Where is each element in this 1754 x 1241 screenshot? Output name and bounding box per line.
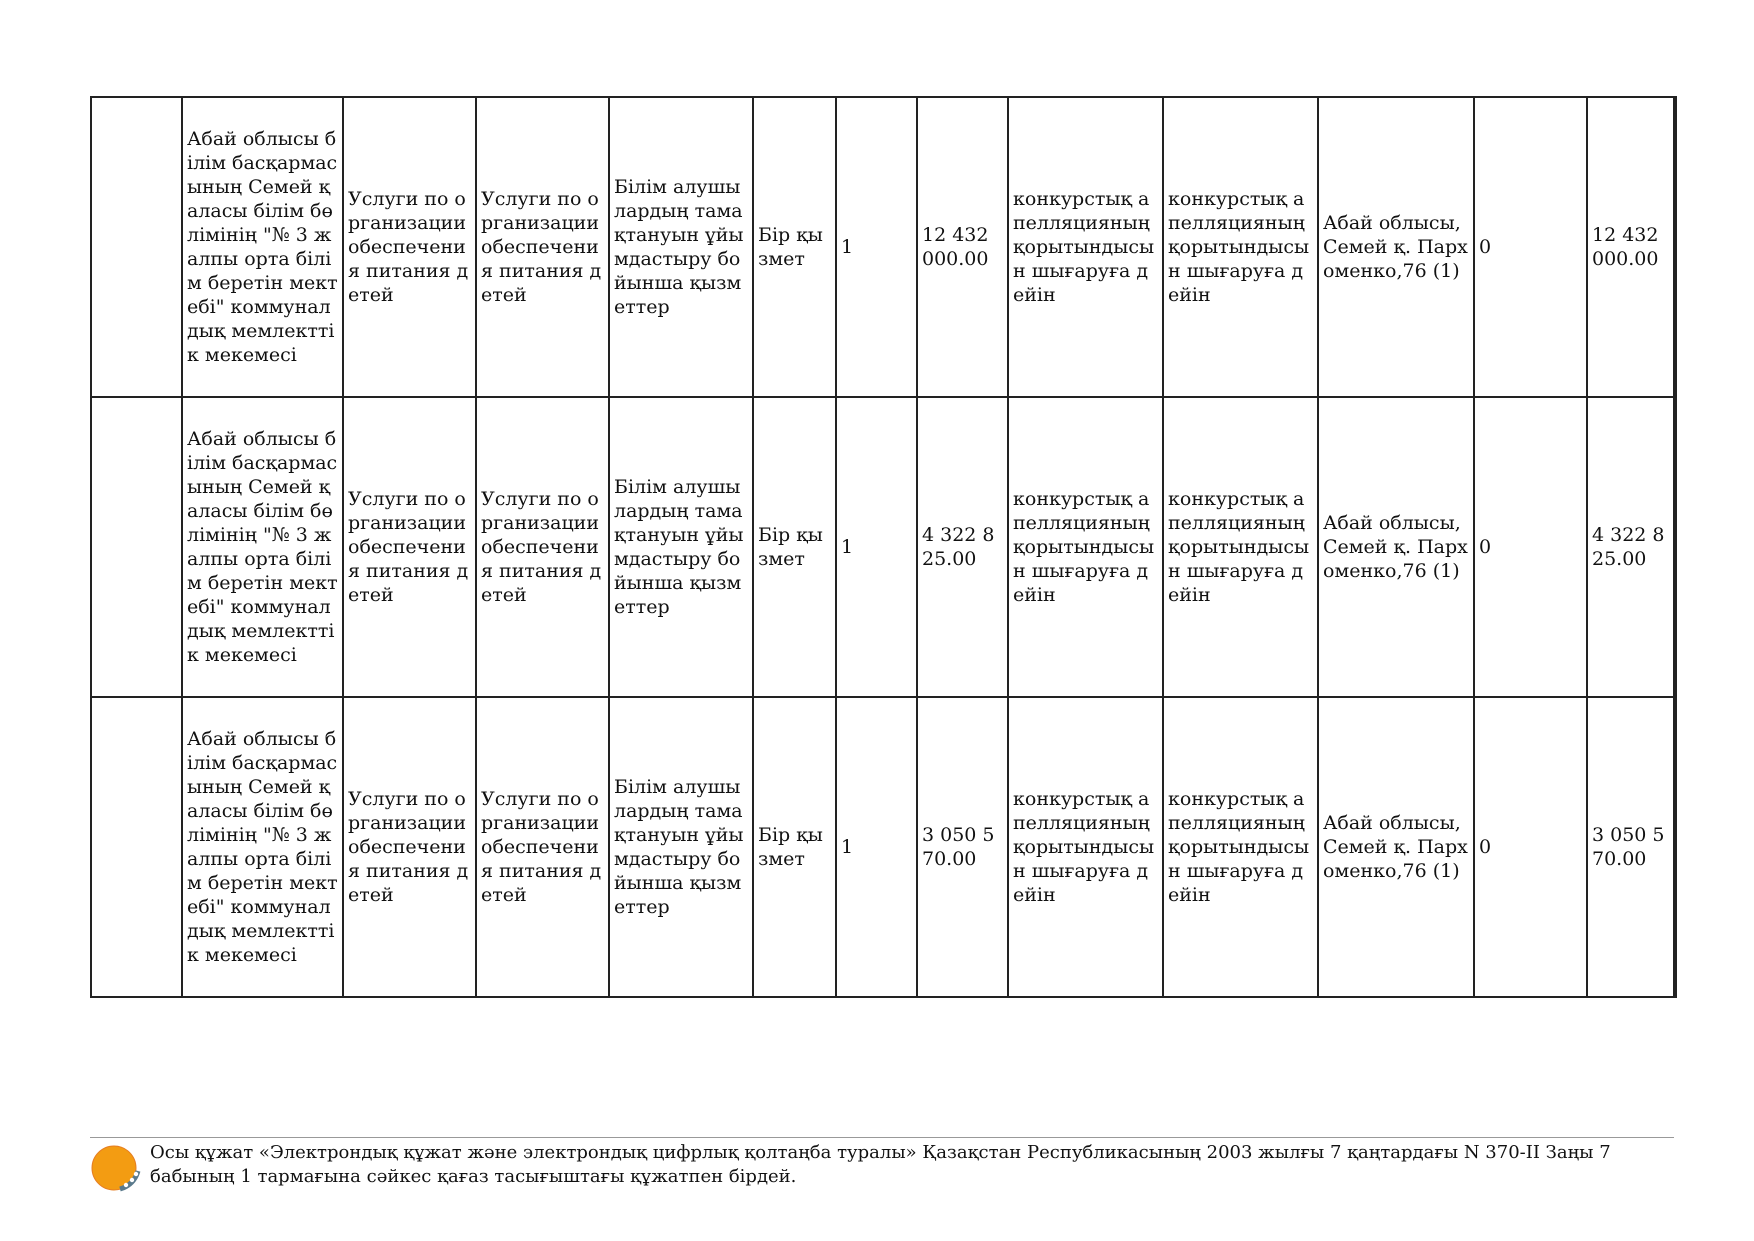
cell-delivery-place: Абай облысы, Семей қ. Пархоменко,76 (1) <box>1318 397 1474 697</box>
cell-customer: Абай облысы білім басқармасының Семей қаласы білім бөлімінің "№ 3 жалпы орта білім беретін мектебі" коммуналдық мемлекттік мекемесі <box>182 697 343 997</box>
table-row <box>91 397 1675 697</box>
cell-description-kz: Білім алушылардың тамақтануын ұйымдастыру бойынша қызметтер <box>609 397 753 697</box>
cell-number <box>91 97 182 397</box>
egov-logo-icon <box>90 1141 142 1193</box>
cell-delivery-place: Абай облысы, Семей қ. Пархоменко,76 (1) <box>1318 697 1474 997</box>
cell-delivery-term: конкурстық апелляцияның қорытындысын шығаруға дейін <box>1008 697 1163 997</box>
cell-description-ru: Услуги по организации обеспечения питания детей <box>476 97 609 397</box>
cell-price: 3 050 570.00 <box>917 697 1008 997</box>
footer-legal-text: Осы құжат «Электрондық құжат және электрондық цифрлық қолтаңба туралы» Қазақстан Республикасының 2003 жылғы 7 қаңтардағы N 370-II Заңы 7 бабының 1 тармағына сәйкес қағаз тасығыштағы құжатпен бірдей. <box>150 1142 1611 1187</box>
cell-number <box>91 697 182 997</box>
cell-delivery-term: конкурстық апелляцияның қорытындысын шығаруға дейін <box>1008 97 1163 397</box>
cell-description-kz: Білім алушылардың тамақтануын ұйымдастыру бойынша қызметтер <box>609 697 753 997</box>
footer <box>90 1141 1674 1193</box>
cell-name-ru: Услуги по организации обеспечения питания детей <box>343 97 476 397</box>
cell-contract-term: конкурстық апелляцияның қорытындысын шығаруға дейін <box>1163 97 1318 397</box>
table-row <box>91 697 1675 997</box>
cell-amount: 3 050 570.00 <box>1587 697 1675 997</box>
table-row <box>91 97 1675 397</box>
cell-number <box>91 397 182 697</box>
table-body <box>91 97 1675 997</box>
cell-customer: Абай облысы білім басқармасының Семей қаласы білім бөлімінің "№ 3 жалпы орта білім беретін мектебі" коммуналдық мемлекттік мекемесі <box>182 397 343 697</box>
cell-delivery-term: конкурстық апелляцияның қорытындысын шығаруға дейін <box>1008 397 1163 697</box>
cell-customer: Абай облысы білім басқармасының Семей қаласы білім бөлімінің "№ 3 жалпы орта білім беретін мектебі" коммуналдық мемлекттік мекемесі <box>182 97 343 397</box>
cell-contract-term: конкурстық апелляцияның қорытындысын шығаруға дейін <box>1163 697 1318 997</box>
cell-description-ru: Услуги по организации обеспечения питания детей <box>476 397 609 697</box>
cell-amount: 12 432 000.00 <box>1587 97 1675 397</box>
cell-name-ru: Услуги по организации обеспечения питания детей <box>343 697 476 997</box>
cell-price: 12 432 000.00 <box>917 97 1008 397</box>
cell-amount: 4 322 825.00 <box>1587 397 1675 697</box>
cell-unit: Бір қызмет <box>753 97 836 397</box>
cell-description-kz: Білім алушылардың тамақтануын ұйымдастыру бойынша қызметтер <box>609 97 753 397</box>
cell-advance: 0 <box>1474 697 1587 997</box>
footer-divider <box>90 1137 1674 1138</box>
cell-quantity: 1 <box>836 697 917 997</box>
cell-description-ru: Услуги по организации обеспечения питания детей <box>476 697 609 997</box>
cell-unit: Бір қызмет <box>753 397 836 697</box>
cell-advance: 0 <box>1474 97 1587 397</box>
cell-quantity: 1 <box>836 397 917 697</box>
cell-delivery-place: Абай облысы, Семей қ. Пархоменко,76 (1) <box>1318 97 1474 397</box>
cell-quantity: 1 <box>836 97 917 397</box>
cell-price: 4 322 825.00 <box>917 397 1008 697</box>
cell-advance: 0 <box>1474 397 1587 697</box>
cell-unit: Бір қызмет <box>753 697 836 997</box>
procurement-table <box>90 96 1677 998</box>
cell-name-ru: Услуги по организации обеспечения питания детей <box>343 397 476 697</box>
cell-contract-term: конкурстық апелляцияның қорытындысын шығаруға дейін <box>1163 397 1318 697</box>
